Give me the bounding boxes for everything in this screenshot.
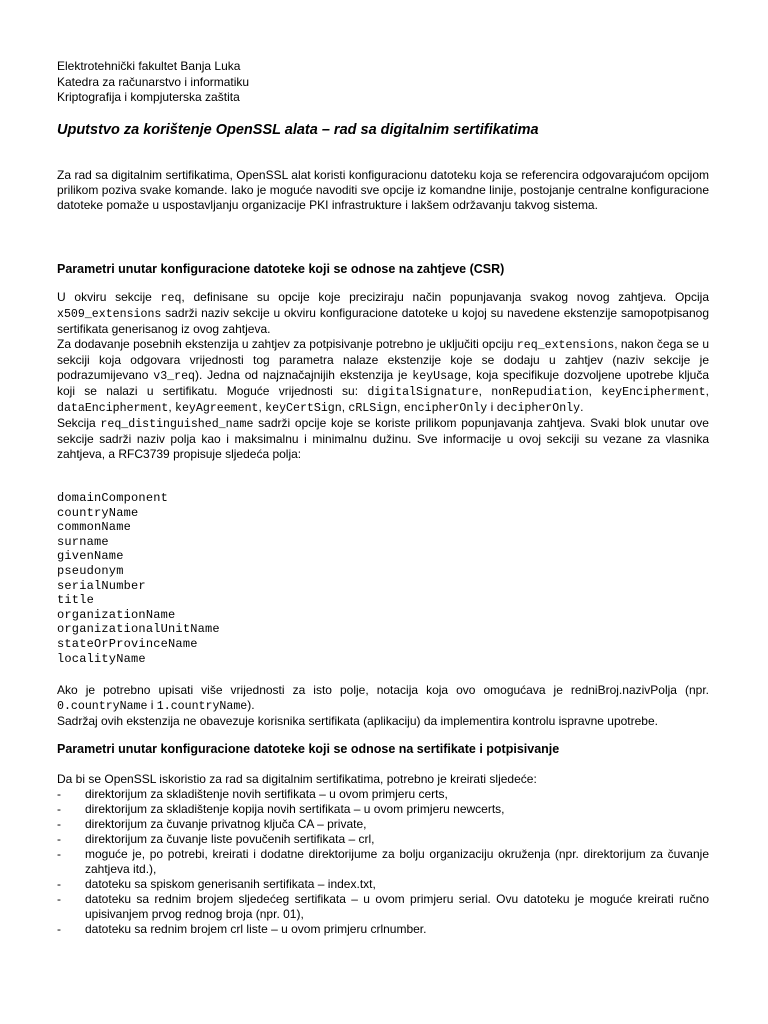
requirements-list: [57, 787, 709, 937]
list-item: - moguće je, po potrebi, kreirati i dodatne direktorijume za bolju organizaciju okruženja (npr. direktorijum za čuvanje zahtjeva itd.),: [57, 847, 709, 876]
field-item: organizationName: [57, 607, 176, 622]
field-item: domainComponent: [57, 491, 169, 505]
list-item: - direktorijum za skladištenje kopija novih sertifikata – u ovom primjeru newcerts,: [57, 802, 505, 816]
section-heading-certificates: Parametri unutar konfiguracione datoteke koji se odnose na sertifikate i potpisivanje: [57, 742, 560, 756]
field-item: stateOrProvinceName: [57, 636, 198, 651]
dash-bullet: -: [57, 817, 61, 831]
dash-bullet: -: [57, 802, 61, 816]
code-dataencipherment: dataEncipherment: [57, 402, 169, 415]
rfc3739-field-list: [57, 491, 709, 666]
field-item: localityName: [57, 651, 146, 666]
section-csr-notes: [57, 683, 709, 729]
paragraph-multiple-values: Ako je potrebno upisati više vrijednosti za isto polje, notacija koja ovo omogućava je redniBroj.nazivPolja (npr. 0.countryName i 1.countryName).: [57, 683, 709, 713]
code-crlsign: cRLSign: [348, 402, 398, 415]
code-keyagreement: keyAgreement: [175, 402, 259, 415]
paragraph-extensions-note: Sadržaj ovih ekstenzija ne obavezuje korisnika sertifikata (aplikaciju) da implementira kontrolu ispravne upotrebe.: [57, 714, 658, 728]
field-item: pseudonym: [57, 563, 124, 578]
field-item: organizationalUnitName: [57, 622, 220, 637]
intro-paragraph: [57, 168, 709, 213]
field-item: commonName: [57, 520, 132, 535]
code-keycertsign: keyCertSign: [265, 402, 342, 415]
department-name: Katedra za računarstvo i informatiku: [57, 74, 250, 89]
intro-text: Za rad sa digitalnim sertifikatima, OpenSSL alat koristi konfiguracionu datoteku koja se referencira odgovarajućom opcijom prilikom poziva svake komande. Iako je moguće navoditi sve opcije iz komandne linije, postojanje centralne konfiguracione datoteke pomaže u uspostavljanju organizacije PKI infrastrukture i lakšem održavanju takvog sistema.: [57, 168, 709, 212]
code-v3-req: v3_req: [153, 370, 195, 383]
code-req: req: [160, 292, 182, 305]
document-title: Uputstvo za korištenje OpenSSL alata – rad sa digitalnim sertifikatima: [57, 122, 539, 138]
field-item: title: [57, 593, 95, 608]
list-item: - datoteku sa rednim brojem crl liste – u ovom primjeru crlnumber.: [57, 922, 427, 936]
paragraph-requirements-intro: Da bi se OpenSSL iskoristio za rad sa digitalnim sertifikatima, potrebno je kreirati sljedeće:: [57, 772, 537, 786]
code-nonrepudiation: nonRepudiation: [491, 386, 589, 399]
code-keyencipherment: keyEncipherment: [601, 386, 706, 399]
section-heading-csr: Parametri unutar konfiguracione datoteke koji se odnose na zahtjeve (CSR): [57, 262, 505, 276]
code-decipheronly: decipherOnly: [496, 402, 581, 415]
faculty-name: Elektrotehnički fakultet Banja Luka: [57, 59, 241, 73]
paragraph-distinguished-name: Sekcija req_distinguished_name sadrži opcije koje se koriste prilikom popunjavanja zahtjeva. Svaki blok unutar ove sekcije sadrži naziv polja kao i maksimalnu i minimalnu dužinu. Sve informacije u ovoj sekciji su vezane za vlasnika zahtjeva, a RFC3739 propisuje sljedeća polja:: [57, 416, 709, 461]
field-item: surname: [57, 534, 109, 549]
section-csr-body: [57, 290, 709, 462]
code-x509-extensions: x509_extensions: [57, 308, 162, 321]
code-1-countryname: 1.countryName: [156, 700, 248, 713]
code-req-extensions: req_extensions: [516, 339, 615, 352]
dash-bullet: -: [57, 892, 61, 906]
field-item: givenName: [57, 549, 124, 564]
list-item: - datoteku sa spiskom generisanih sertifikata – index.txt,: [57, 877, 376, 891]
list-item: - direktorijum za skladištenje novih sertifikata – u ovom primjeru certs,: [57, 787, 448, 801]
code-encipheronly: encipherOnly: [403, 402, 488, 415]
section-certificates-body: [57, 772, 709, 937]
code-0-countryname: 0.countryName: [57, 700, 148, 713]
dash-bullet: -: [57, 847, 61, 861]
dash-bullet: -: [57, 922, 61, 936]
list-item: - datoteku sa rednim brojem sljedećeg sertifikata – u ovom primjeru serial. Ovu datoteku je moguće kreirati ručno upisivanjem prvog rednog broja (npr. 01),: [57, 892, 709, 921]
dash-bullet: -: [57, 787, 61, 801]
code-keyusage: keyUsage: [412, 370, 468, 383]
field-item: serialNumber: [57, 578, 146, 593]
code-digitalsignature: digitalSignature: [367, 386, 479, 399]
course-name: Kriptografija i kompjuterska zaštita: [57, 90, 240, 104]
code-req-distinguished-name: req_distinguished_name: [100, 418, 254, 431]
paragraph-req-extensions: Za dodavanje posebnih ekstenzija u zahtjev za potpisivanje potrebno je uključiti opciju req_extensions, nakon čega se u sekciji koja odgovara vrijednosti tog parametra nalaze ekstenzije koje se dodaju u zahtjev (naziv sekcije je podrazumijevano v3_req). Jedna od najznačajnijih ekstenzija je keyUsage, koja specifikuje dozvoljene upotrebe ključa koji se nalazi u sertifikatu. Moguće vrijednosti su: digitalSignature, nonRepudiation, keyEncipherment, dataEncipherment, keyAgreement, keyCertSign, cRLSign, encipherOnly i decipherOnly.: [57, 337, 709, 415]
list-item: - direktorijum za čuvanje privatnog ključa CA – private,: [57, 817, 367, 831]
paragraph-req-section: U okviru sekcije req, definisane su opcije koje preciziraju način popunjavanja svakog novog zahtjeva. Opcija x509_extensions sadrži naziv sekcije u okviru konfiguracione datoteke u kojoj su navedene ekstenzije samopotpisanog sertifikata generisanog iz ovog zahtjeva.: [57, 290, 709, 336]
list-item: - direktorijum za čuvanje liste povučenih sertifikata – crl,: [57, 832, 375, 846]
dash-bullet: -: [57, 877, 61, 891]
dash-bullet: -: [57, 832, 61, 846]
document-header: [57, 59, 709, 106]
field-item: countryName: [57, 505, 139, 520]
